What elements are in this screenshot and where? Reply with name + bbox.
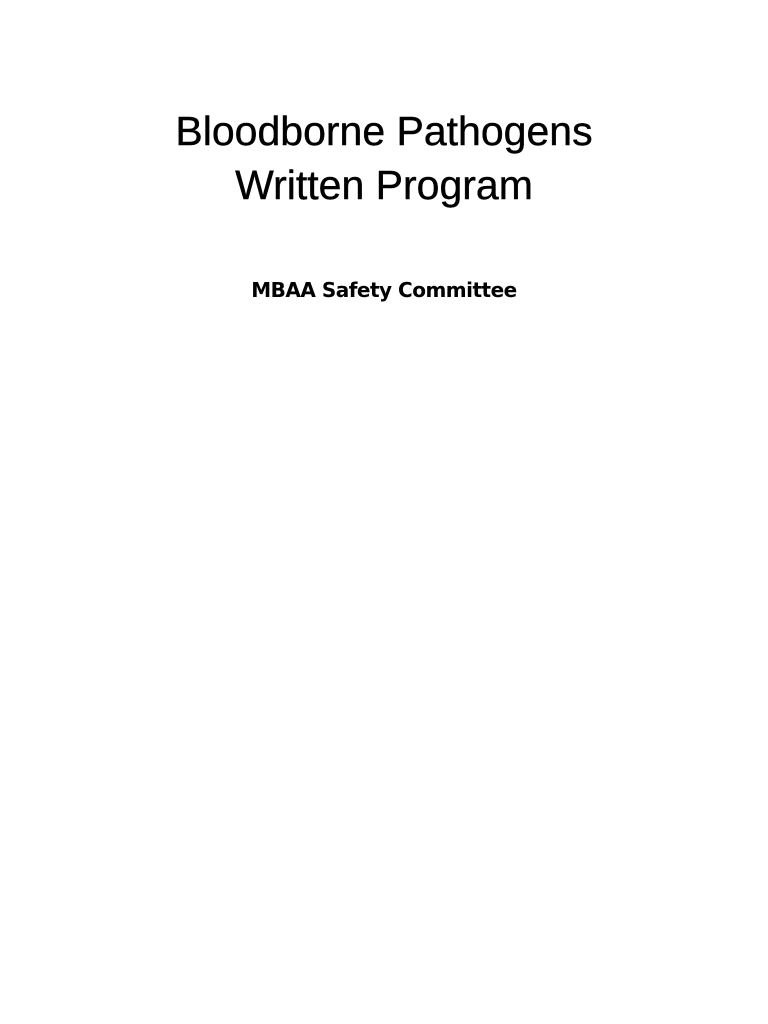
document-title-line-1: Bloodborne Pathogens: [175, 108, 593, 154]
document-title-line-2: Written Program: [235, 162, 533, 208]
document-subtitle: MBAA Safety Committee: [251, 278, 517, 302]
document-title: [0, 104, 768, 212]
